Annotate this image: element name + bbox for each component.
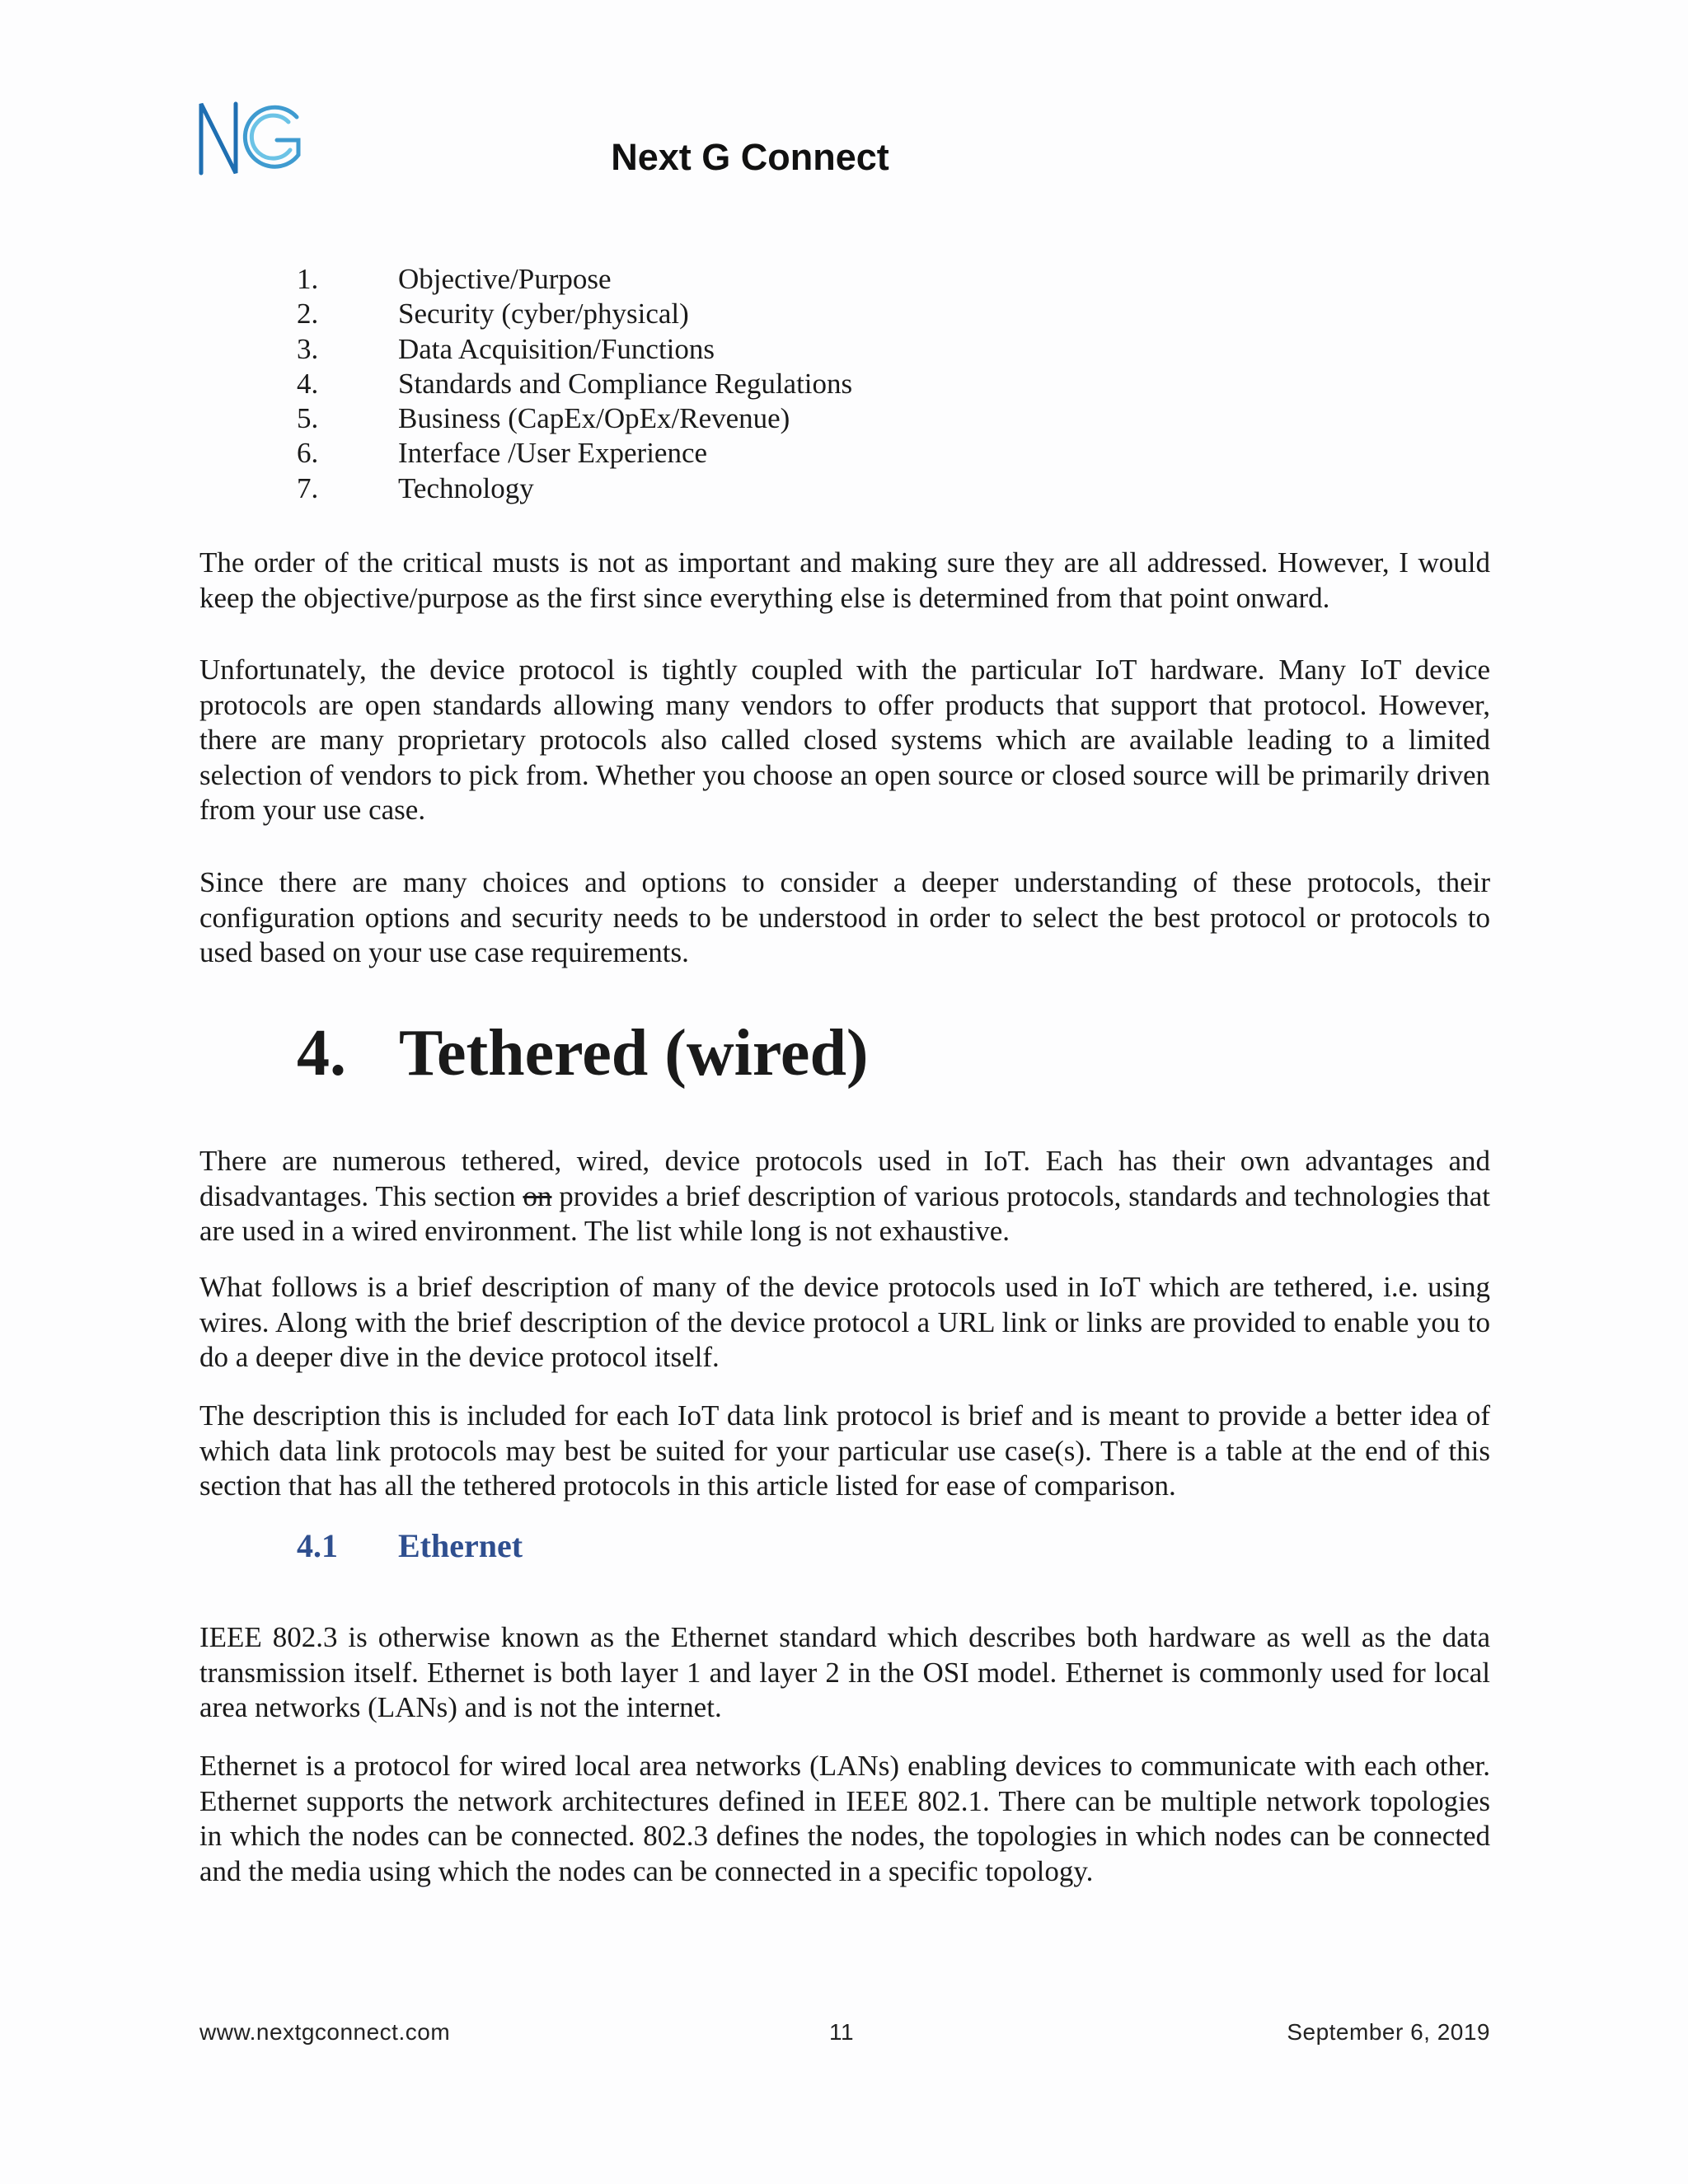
list-item-text: Standards and Compliance Regulations [398, 367, 853, 400]
list-item [297, 297, 852, 331]
paragraph-critical-musts-order: The order of the critical musts is not as important and making sure they are all addressed. However, I would keep the objective/purpose as the first since everything else is determined from that point onward. [199, 546, 1490, 614]
list-item-text: Interface /User Experience [398, 437, 708, 470]
paragraph-text: There are numerous tethered, wired, device protocols used in IoT. Each has their own advantages and disadvantages. This section [199, 1145, 1490, 1212]
list-item-number: 3. [297, 332, 319, 365]
subsection-heading [297, 1526, 523, 1565]
paragraph-what-follows: What follows is a brief description of many of the device protocols used in IoT which are tethered, i.e. using wires. Along with the brief description of the device protocol a URL link or links are provided to enable you to do a deeper dive in the device protocol itself. [199, 1271, 1490, 1373]
list-item-number: 4. [297, 367, 319, 400]
list-item [297, 471, 852, 506]
section-heading [297, 1012, 869, 1094]
section-heading-number: 4. [297, 1017, 346, 1090]
paragraph-ieee-802-3: IEEE 802.3 is otherwise known as the Ethernet standard which describes both hardware as well as the data transmission itself. Ethernet is both layer 1 and layer 2 in the OSI model. Ethernet is commonly used for local area networks (LANs) and is not the internet. [199, 1621, 1490, 1723]
list-item [297, 332, 852, 367]
list-item-text: Business (CapEx/OpEx/Revenue) [398, 402, 790, 435]
list-item-text: Data Acquisition/Functions [398, 332, 715, 365]
section-heading-title: Tethered (wired) [399, 1017, 869, 1090]
subsection-heading-title: Ethernet [398, 1527, 523, 1564]
subsection-heading-number: 4.1 [297, 1527, 338, 1564]
list-item-number: 2. [297, 298, 319, 330]
list-item-number: 6. [297, 437, 319, 470]
paragraph-ethernet-protocol: Ethernet is a protocol for wired local area networks (LANs) enabling devices to communicate with each other. Ethernet supports the network architectures defined in IEEE 802.1. There can be multiple network topologies in which the nodes can be connected. 802.3 defines the nodes, the topologies in which nodes can be connected and the media using which the nodes can be connected in a specific topology. [199, 1750, 1490, 1887]
list-item-text: Security (cyber/physical) [398, 298, 689, 330]
header-title: Next G Connect [611, 136, 889, 178]
critical-musts-list [297, 262, 852, 506]
list-item [297, 436, 852, 471]
paragraph-tethered-intro [199, 1144, 1490, 1249]
list-item-text: Technology [398, 471, 534, 504]
paragraph-device-protocol-coupling: Unfortunately, the device protocol is tightly coupled with the particular IoT hardware. Many IoT device protocols are open standards allowing many vendors to offer products that support that protocol. However, there are many proprietary protocols also called closed systems which are available leading to a limited selection of vendors to pick from. Whether you choose an open source or closed source will be primarily driven from your use case. [199, 654, 1490, 826]
list-item [297, 401, 852, 436]
paragraph-text: provides a brief description of various protocols, standards and technologies that are used in a wired environment. The list while long is not exhaustive. [199, 1179, 1490, 1247]
list-item-number: 1. [297, 263, 319, 295]
paragraph-description-note: The description this is included for each IoT data link protocol is brief and is meant to provide a better idea of which data link protocols may best be suited for your particular use case(s). There is a table at the end of this section that has all the tethered protocols in this article listed for ease of comparison. [199, 1399, 1490, 1502]
footer-website: www.nextgconnect.com [199, 2019, 451, 2045]
list-item [297, 367, 852, 401]
list-item-number: 5. [297, 402, 319, 435]
list-item [297, 262, 852, 297]
paragraph-protocol-choices: Since there are many choices and options to consider a deeper understanding of these protocols, their configuration options and security needs to be understood in order to select the best protocol or protocols to used based on your use case requirements. [199, 866, 1490, 968]
list-item-text: Objective/Purpose [398, 263, 612, 295]
struck-text: on [523, 1179, 552, 1212]
list-item-number: 7. [297, 471, 319, 504]
footer-page-number: 11 [829, 2019, 855, 2045]
footer-date: September 6, 2019 [1287, 2019, 1490, 2045]
